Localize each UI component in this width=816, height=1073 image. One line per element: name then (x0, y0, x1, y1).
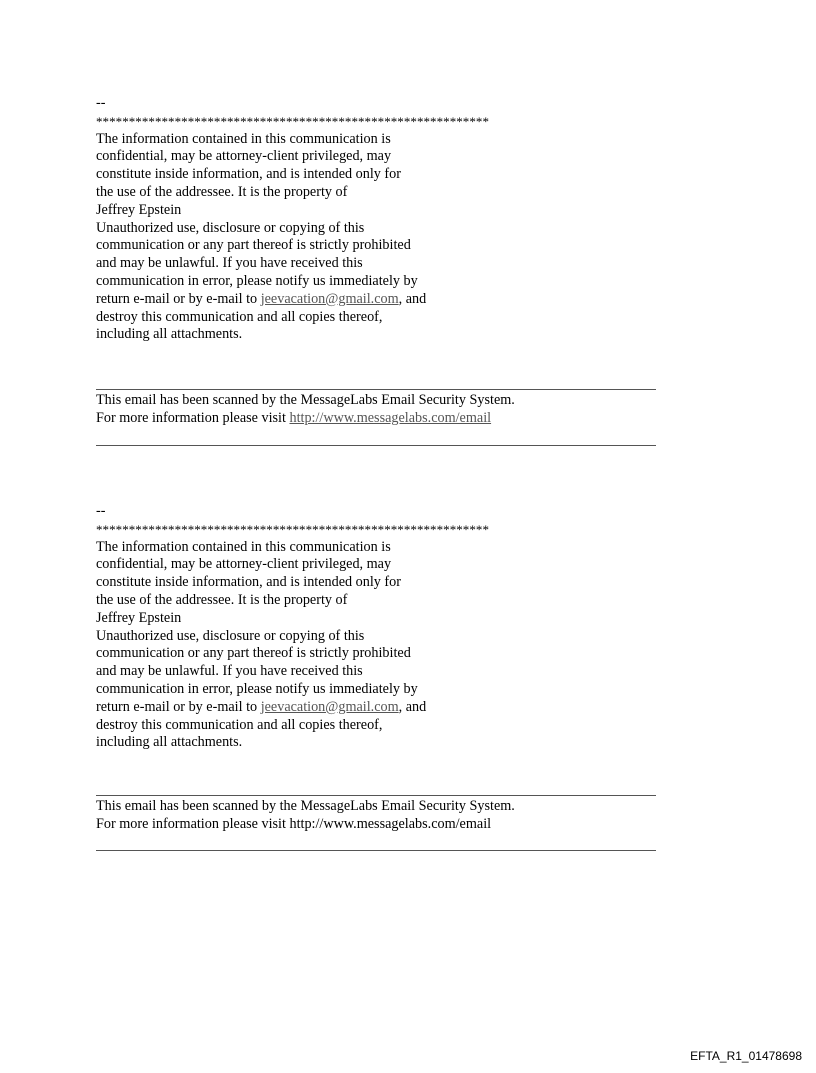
disclaimer-line: and may be unlawful. If you have received this (96, 255, 363, 272)
scan-info-line (96, 816, 696, 834)
email-prefix: return e-mail or by e-mail to (96, 698, 261, 715)
scan-notice-line: This email has been scanned by the MessageLabs Email Security System. (96, 392, 515, 408)
email-suffix: , and (398, 290, 427, 307)
signature-dashes: -- (96, 503, 106, 519)
scan-notice-1 (96, 392, 696, 428)
scan-notice-2 (96, 798, 696, 834)
disclaimer-line: communication or any part thereof is strictly prohibited (96, 237, 411, 254)
signature-dashes: -- (96, 95, 106, 111)
disclaimer-line: The information contained in this communication is (96, 130, 391, 147)
disclaimer-block-2 (96, 503, 696, 752)
disclaimer-line: including all attachments. (96, 326, 243, 343)
scan-info-line (96, 410, 696, 428)
divider-rule (96, 795, 656, 796)
disclaimer-line: constitute inside information, and is intended only for (96, 574, 401, 591)
disclaimer-line: confidential, may be attorney-client privileged, may (96, 556, 392, 573)
disclaimer-email-line (96, 699, 696, 717)
disclaimer-line: communication in error, please notify us immediately by (96, 272, 418, 289)
info-prefix: For more information please visit (96, 409, 290, 426)
email-suffix: , and (398, 698, 427, 715)
messagelabs-url: http://www.messagelabs.com/email (289, 815, 492, 832)
disclaimer-line: constitute inside information, and is intended only for (96, 166, 401, 183)
disclaimer-line: destroy this communication and all copies thereof, (96, 308, 383, 325)
disclaimer-line: destroy this communication and all copies thereof, (96, 716, 383, 733)
divider-rule (96, 445, 656, 446)
scan-notice-line: This email has been scanned by the MessageLabs Email Security System. (96, 798, 515, 814)
disclaimer-line: Jeffrey Epstein (96, 609, 182, 626)
disclaimer-line: Unauthorized use, disclosure or copying of this (96, 627, 365, 644)
disclaimer-block-1 (96, 95, 696, 344)
disclaimer-line: the use of the addressee. It is the property of (96, 591, 348, 608)
divider-rule (96, 389, 656, 390)
disclaimer-line: Jeffrey Epstein (96, 201, 182, 218)
disclaimer-line: confidential, may be attorney-client privileged, may (96, 148, 392, 165)
disclaimer-line: Unauthorized use, disclosure or copying of this (96, 219, 365, 236)
asterisk-separator: ************************************************************ (96, 521, 489, 537)
asterisk-separator: ************************************************************ (96, 113, 489, 129)
disclaimer-line: the use of the addressee. It is the property of (96, 183, 348, 200)
email-link[interactable]: jeevacation@gmail.com (260, 698, 399, 715)
disclaimer-line: and may be unlawful. If you have received this (96, 663, 363, 680)
document-id: EFTA_R1_01478698 (690, 1049, 802, 1063)
messagelabs-link[interactable]: http://www.messagelabs.com/email (289, 409, 492, 426)
info-prefix: For more information please visit (96, 815, 290, 832)
disclaimer-line: The information contained in this communication is (96, 538, 391, 555)
disclaimer-line: communication or any part thereof is strictly prohibited (96, 645, 411, 662)
email-link[interactable]: jeevacation@gmail.com (260, 290, 399, 307)
disclaimer-line: communication in error, please notify us immediately by (96, 680, 418, 697)
disclaimer-email-line (96, 291, 696, 309)
email-prefix: return e-mail or by e-mail to (96, 290, 261, 307)
divider-rule (96, 850, 656, 851)
disclaimer-line: including all attachments. (96, 734, 243, 751)
